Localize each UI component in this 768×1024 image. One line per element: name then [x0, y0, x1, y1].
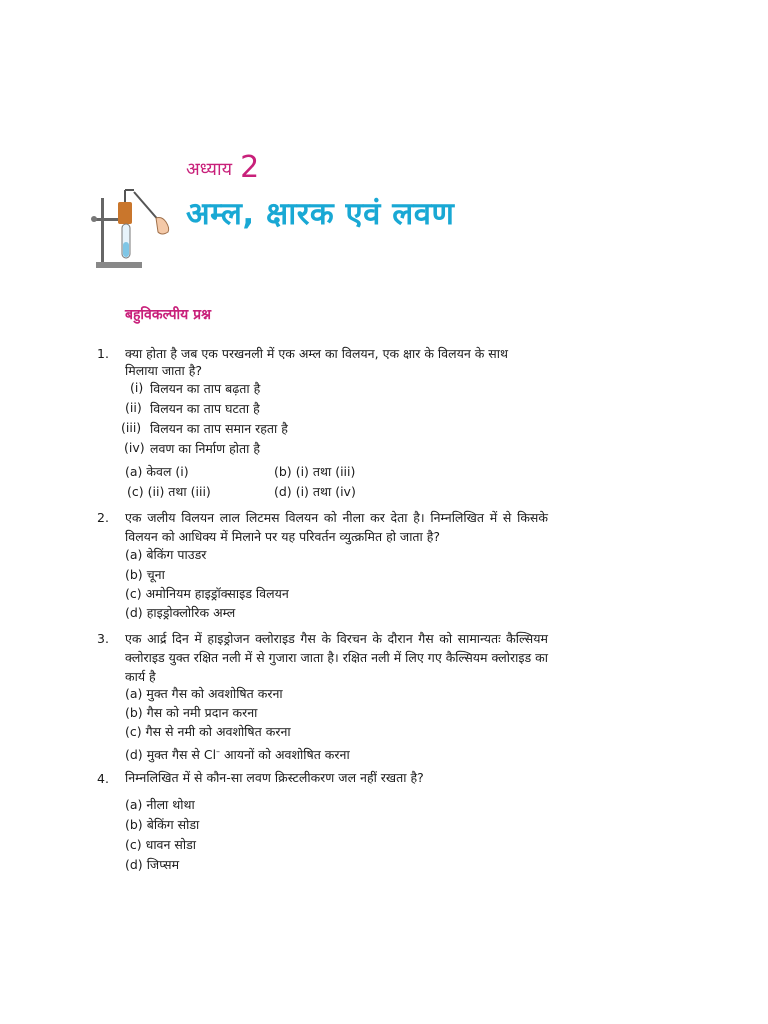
- chapter-label: [186, 150, 259, 185]
- choice-label: (b): [274, 464, 292, 479]
- question-1-number: 1.: [97, 346, 109, 361]
- question-1-choice-c: [127, 483, 211, 500]
- question-1-choice-b: [274, 463, 355, 480]
- choice-text: केवल (i): [146, 464, 189, 479]
- question-4-option-c: [125, 836, 196, 853]
- question-2-text: एक जलीय विलयन लाल लिटमस विलयन को नीला कर देता है। निम्नलिखित में से किसके विलयन को आधिक्य में मिलाने पर यह परिवर्तन व्युत्क्रमित हो जाता है?: [125, 510, 548, 544]
- option-text: मुक्त गैस को अवशोषित करना: [146, 686, 283, 701]
- rubber-cork: [118, 202, 132, 224]
- question-4-option-b: [125, 816, 199, 833]
- stand-base: [96, 262, 142, 268]
- option-text: चूना: [146, 567, 165, 582]
- option-text-after: आयनों को अवशोषित करना: [220, 747, 350, 762]
- section-heading: बहुविकल्पीय प्रश्न: [125, 307, 212, 323]
- chapter-label-text: अध्याय: [186, 159, 233, 180]
- option-label: (a): [125, 797, 143, 812]
- superscript-minus: –: [216, 747, 221, 756]
- option-label: (b): [125, 567, 143, 582]
- option-label: (d): [125, 857, 143, 872]
- question-3-option-a: [125, 685, 283, 702]
- question-1-statement: विलयन का ताप घटता है: [150, 401, 260, 416]
- option-text: बेकिंग सोडा: [146, 817, 200, 832]
- option-text: धावन सोडा: [145, 837, 197, 852]
- option-text: जिप्सम: [146, 857, 180, 872]
- hand-icon: [156, 218, 169, 235]
- lab-apparatus-illustration: [88, 188, 180, 270]
- option-label: (b): [125, 705, 143, 720]
- choice-text: (i) तथा (iv): [295, 484, 356, 499]
- question-1-statement-label: (ii): [125, 400, 142, 415]
- question-2-number: 2.: [97, 510, 109, 525]
- option-label: (d): [125, 605, 143, 620]
- option-text: अमोनियम हाइड्रॉक्साइड विलयन: [145, 586, 289, 601]
- question-1-statement-label: (i): [130, 380, 144, 395]
- option-label: (c): [125, 586, 142, 601]
- question-1-choice-d: [274, 483, 356, 500]
- option-label: (c): [125, 724, 142, 739]
- question-1-text-line1: क्या होता है जब एक परखनली में एक अम्ल का विलयन, एक क्षार के विलयन के साथ: [125, 346, 508, 361]
- question-1-statement: विलयन का ताप समान रहता है: [150, 421, 288, 436]
- option-label: (b): [125, 817, 143, 832]
- question-1-statement: विलयन का ताप बढ़ता है: [150, 381, 261, 396]
- stand-rod: [101, 198, 104, 262]
- chapter-title: अम्ल, क्षारक एवं लवण: [186, 196, 455, 232]
- option-label: (a): [125, 686, 143, 701]
- choice-text: (i) तथा (iii): [295, 464, 356, 479]
- choice-label: (d): [274, 484, 292, 499]
- question-1-statement-label: (iii): [121, 420, 142, 435]
- option-text: गैस से नमी को अवशोषित करना: [145, 724, 291, 739]
- question-4-option-a: [125, 796, 195, 813]
- chapter-number: 2: [240, 150, 260, 185]
- question-2-option-d: [125, 604, 235, 621]
- question-4-number: 4.: [97, 771, 109, 786]
- question-4-option-d: [125, 856, 179, 873]
- option-label: (c): [125, 837, 142, 852]
- question-3-option-b: [125, 704, 257, 721]
- question-3-option-c: [125, 723, 291, 740]
- question-3-option-d: [125, 743, 350, 763]
- question-3-text: एक आर्द्र दिन में हाइड्रोजन क्लोराइड गैस के विरचन के दौरान गैस को सामान्यतः कैल्सियम क्लोराइड युक्त रक्षित नली में से गुजारा जाता है। रक्षित नली में लिए गए कैल्सियम क्लोराइड का कार्य है: [125, 631, 548, 684]
- option-label: (a): [125, 547, 143, 562]
- question-1-statement-label: (iv): [124, 440, 145, 455]
- option-text: बेकिंग पाउडर: [146, 547, 207, 562]
- choice-label: (c): [127, 484, 144, 499]
- option-text: गैस को नमी प्रदान करना: [146, 705, 258, 720]
- question-1-choice-a: [125, 463, 189, 480]
- question-2-option-a: [125, 546, 206, 563]
- option-label: (d): [125, 747, 143, 762]
- option-text-before: मुक्त गैस से Cl: [146, 747, 217, 762]
- question-2-option-c: [125, 585, 289, 602]
- option-text: हाइड्रोक्लोरिक अम्ल: [146, 605, 236, 620]
- option-text: नीला थोथा: [146, 797, 195, 812]
- choice-label: (a): [125, 464, 143, 479]
- question-2-option-b: [125, 566, 165, 583]
- question-1-statement: लवण का निर्माण होता है: [150, 441, 260, 456]
- question-4-text: निम्नलिखित में से कौन-सा लवण क्रिस्टलीकरण जल नहीं रखता है?: [125, 770, 424, 785]
- question-3-number: 3.: [97, 631, 109, 646]
- choice-text: (ii) तथा (iii): [147, 484, 211, 499]
- question-1-text-line2: मिलाया जाता है?: [125, 363, 203, 378]
